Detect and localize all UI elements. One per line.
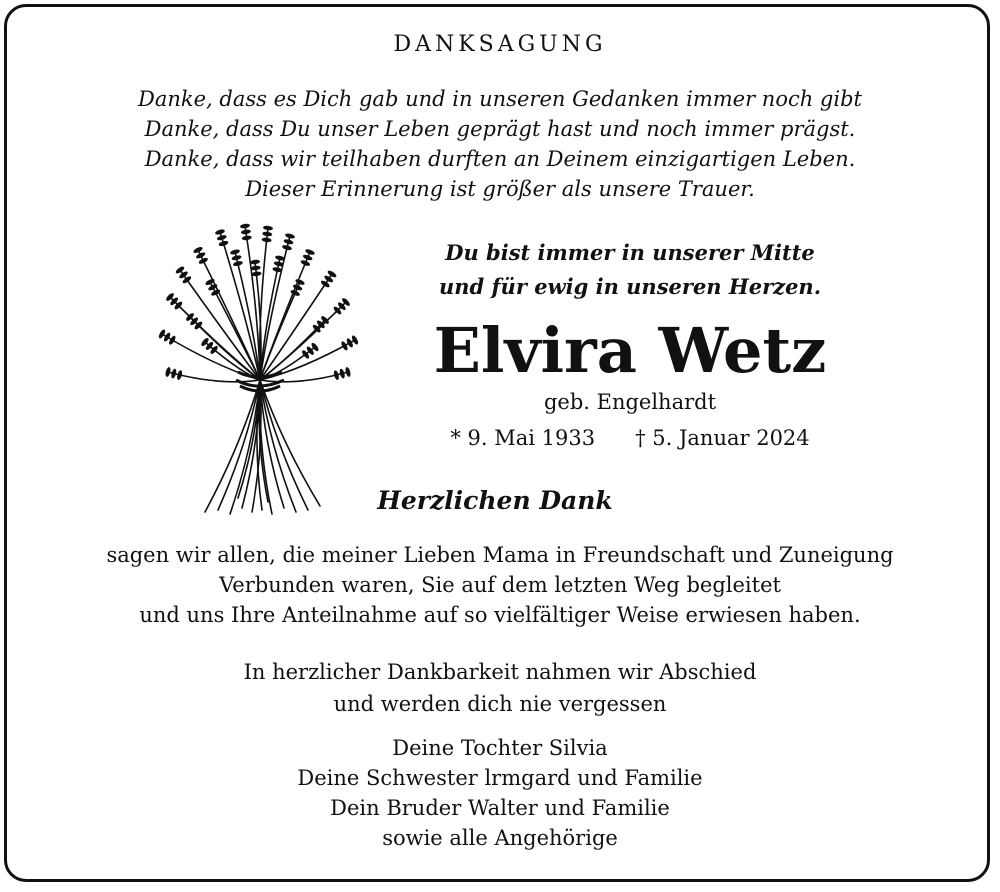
poem-line: Danke, dass Du unser Leben geprägt hast und noch immer prägst. (144, 117, 856, 141)
thanks-line: und uns Ihre Anteilnahme auf so vielfältiger Weise erwiesen haben. (139, 603, 861, 627)
family-signatures (0, 733, 1000, 853)
family-line: sowie alle Angehörige (382, 826, 618, 850)
motto (400, 236, 860, 304)
poem-line: Danke, dass wir teilhaben durften an Deinem einzigartigen Leben. (144, 147, 856, 171)
family-line: Dein Bruder Walter und Familie (330, 796, 670, 820)
farewell-line: und werden dich nie vergessen (333, 692, 667, 716)
farewell-line: In herzlicher Dankbarkeit nahmen wir Abschied (243, 660, 757, 684)
maiden-name: geb. Engelhardt (543, 390, 717, 414)
thanks-line: sagen wir allen, die meiner Lieben Mama in Freundschaft und Zuneigung (106, 543, 894, 567)
wheat-sheaf-icon (150, 222, 365, 517)
birth-date: * 9. Mai 1933 (450, 426, 596, 450)
family-line: Deine Tochter Silvia (392, 736, 608, 760)
deceased-name: Elvira Wetz (433, 314, 827, 387)
poem (0, 84, 1000, 204)
farewell-text (0, 656, 1000, 720)
heading: DANKSAGUNG (393, 32, 607, 57)
poem-line: Dieser Erinnerung ist größer als unsere Trauer. (245, 177, 755, 201)
family-line: Deine Schwester lrmgard und Familie (297, 766, 703, 790)
thanks-line: Verbunden waren, Sie auf dem letzten Weg begleitet (219, 573, 781, 597)
poem-line: Danke, dass es Dich gab und in unseren Gedanken immer noch gibt (138, 87, 862, 111)
life-dates (400, 426, 860, 450)
thanks-title: Herzlichen Dank (377, 486, 613, 515)
thanks-text (0, 540, 1000, 630)
motto-line: und für ewig in unseren Herzen. (438, 274, 822, 299)
death-date: † 5. Januar 2024 (635, 426, 810, 450)
motto-line: Du bist immer in unserer Mitte (445, 240, 815, 265)
